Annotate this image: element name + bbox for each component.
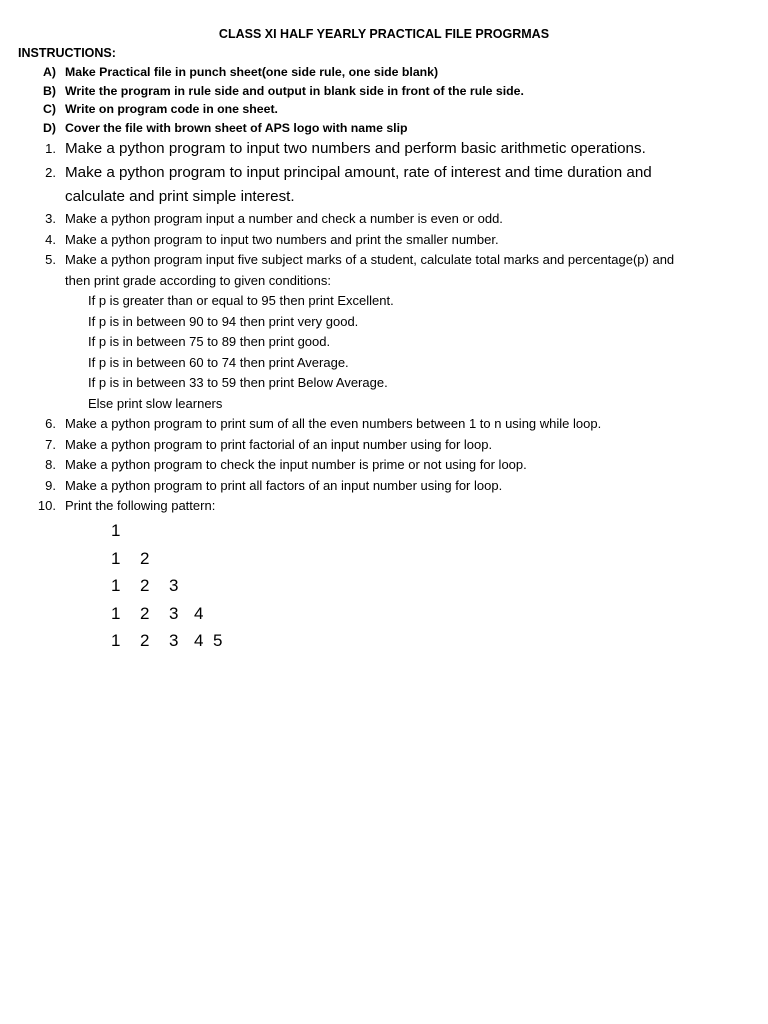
question-item [0,209,768,230]
pattern-row [111,545,311,573]
question-text-continued: then print grade according to given conditions: [65,272,331,288]
pattern-number: 1 [111,521,121,540]
pattern-number: 1 [111,631,121,650]
pattern-number: 2 [140,631,150,650]
pattern-row [111,572,311,600]
grade-condition: If p is in between 90 to 94 then print very good. [88,313,359,329]
pattern-number: 5 [213,631,223,650]
instruction-text: Write on program code in one sheet. [65,102,278,117]
number-pattern [111,517,311,655]
grade-condition: If p is greater than or equal to 95 then print Excellent. [88,293,394,308]
pattern-number: 4 [194,603,204,623]
instruction-marker: A) [43,65,56,79]
question-number: 2. [45,165,56,180]
instruction-item [0,119,768,138]
instruction-item [0,63,768,82]
question-text: Make a python program to input two numbers and print the smaller number. [65,231,499,247]
question-number: 9. [45,477,56,493]
pattern-number: 1 [111,548,121,568]
question-number: 3. [45,211,56,226]
question-text-continued: calculate and print simple interest. [65,188,295,205]
question-number: 10. [37,498,56,513]
pattern-number: 2 [140,576,150,595]
question-item [0,161,768,209]
pattern-number: 1 [111,576,121,595]
pattern-number: 1 [111,603,121,623]
question-item [0,137,768,161]
question-number: 4. [45,231,56,247]
pattern-number: 3 [169,631,179,650]
question-number: 7. [45,436,56,452]
question-text: Print the following pattern: [65,498,216,513]
question-item [0,476,768,497]
instructions-list [0,63,768,138]
instruction-item [0,100,768,119]
pattern-number: 2 [140,548,150,568]
instructions-heading: INSTRUCTIONS: [18,46,116,60]
question-item [0,496,768,517]
pattern-number: 2 [140,603,150,623]
grade-condition: If p is in between 75 to 89 then print good. [88,334,331,349]
instruction-text: Cover the file with brown sheet of APS logo with name slip [65,121,408,136]
instruction-text: Make Practical file in punch sheet(one side rule, one side blank) [65,65,439,79]
question-text: Make a python program to print sum of all the even numbers between 1 to n using while loop. [65,416,602,431]
question-text: Make a python program to input two numbers and perform basic arithmetic operations. [65,140,646,157]
instruction-marker: D) [43,121,56,136]
question-item [0,455,768,476]
question-number: 8. [45,457,56,472]
question-item [0,414,768,435]
question-text: Make a python program to print all factors of an input number using for loop. [65,477,503,493]
instruction-marker: B) [43,83,56,98]
question-item [0,230,768,251]
pattern-row [111,627,311,655]
question-text: Make a python program to check the input number is prime or not using for loop. [65,457,527,472]
questions-list [0,137,768,517]
question-text: Make a python program to input principal amount, rate of interest and time duration and [65,164,652,181]
question-item [0,250,768,414]
pattern-number: 3 [169,603,179,623]
instruction-item [0,82,768,101]
document-title: CLASS XI HALF YEARLY PRACTICAL FILE PROGRMAS [218,27,550,41]
question-text: Make a python program input five subject marks of a student, calculate total marks and percentage(p) and [65,252,675,267]
pattern-number: 4 [194,631,204,650]
question-number: 5. [45,252,56,267]
question-number: 6. [45,416,56,431]
instruction-text: Write the program in rule side and output in blank side in front of the rule side. [65,83,524,98]
question-number: 1. [45,141,56,156]
question-text: Make a python program to print factorial of an input number using for loop. [65,436,493,452]
grade-condition: If p is in between 33 to 59 then print Below Average. [88,375,388,390]
pattern-number: 3 [169,576,179,595]
pattern-row [111,600,311,628]
question-text: Make a python program input a number and check a number is even or odd. [65,211,503,226]
grade-conditions [0,291,768,414]
grade-condition: If p is in between 60 to 74 then print Average. [88,354,349,370]
pattern-row [111,517,311,545]
grade-condition: Else print slow learners [88,395,223,411]
question-item [0,435,768,456]
instruction-marker: C) [43,102,56,117]
